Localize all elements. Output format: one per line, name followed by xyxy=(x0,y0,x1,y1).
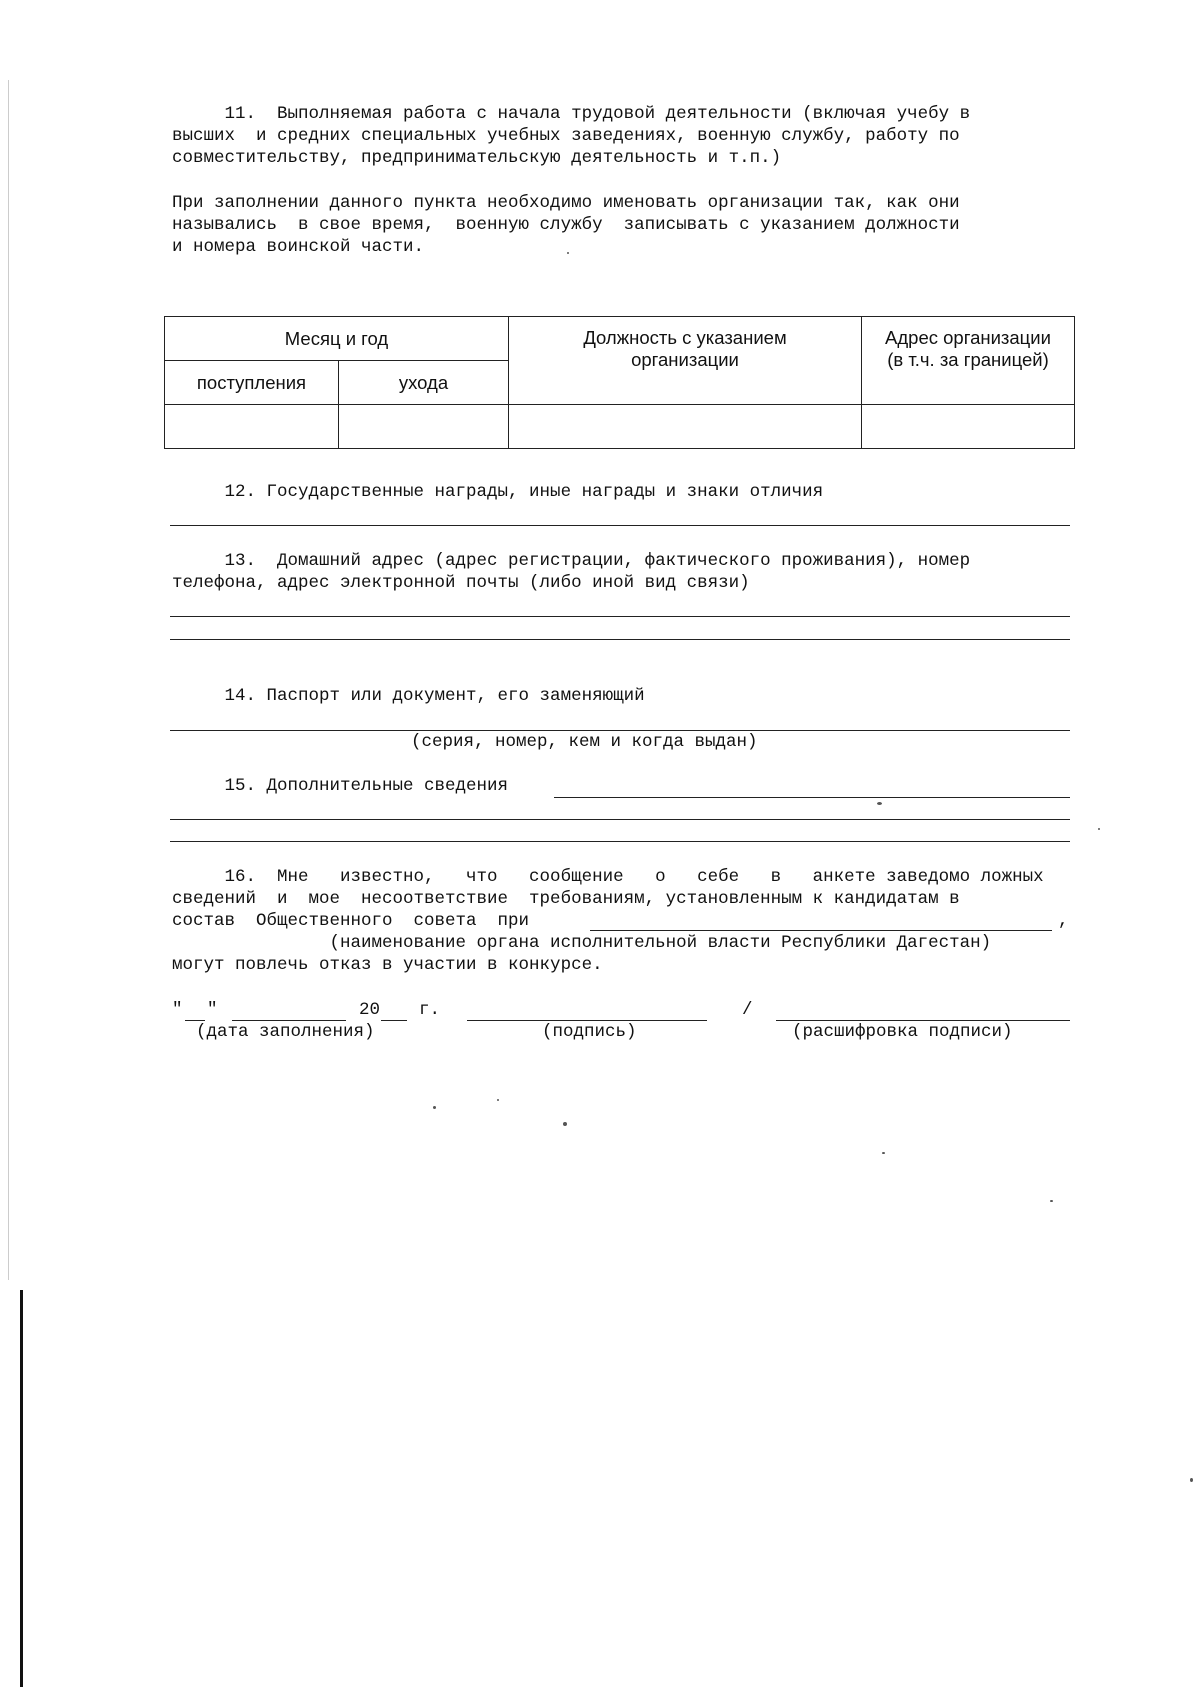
section-14-label: 14. Паспорт или документ, его заменяющий xyxy=(172,686,645,706)
section-13-line-1: 13. Домашний адрес (адрес регистрации, фактического проживания), номер xyxy=(172,551,971,571)
signature-slash: / xyxy=(742,1000,753,1020)
scan-speck xyxy=(882,1152,885,1154)
scan-speck xyxy=(563,1122,567,1126)
section-16-line-2: сведений и мое несоответствие требованиям, установленным к кандидатам в xyxy=(172,889,960,909)
header-position xyxy=(509,317,862,405)
section-16-line-5: могут повлечь отказ в участии в конкурсе. xyxy=(172,955,603,975)
section-15-fill-line-3[interactable] xyxy=(170,841,1070,842)
section-11-note-line-1: При заполнении данного пункта необходимо именовать организации так, как они xyxy=(172,193,960,213)
scan-speck xyxy=(877,802,882,805)
scan-left-edge xyxy=(20,1290,23,1687)
work-history-table xyxy=(164,316,1075,449)
date-quote-open: " xyxy=(172,1000,183,1020)
header-position-line-1: Должность с указанием xyxy=(583,327,787,348)
date-year-fill-line[interactable] xyxy=(381,1020,407,1021)
header-end: ухода xyxy=(339,361,509,405)
header-address xyxy=(862,317,1075,405)
section-15-fill-line-inline[interactable] xyxy=(554,797,1070,798)
section-11-note-line-2: назывались в свое время, военную службу записывать с указанием должности xyxy=(172,215,960,235)
date-caption: (дата заполнения) xyxy=(196,1022,375,1042)
section-14-caption: (серия, номер, кем и когда выдан) xyxy=(411,732,758,752)
cell-end-empty[interactable] xyxy=(339,405,509,449)
section-11-line-3: совместительству, предпринимательскую деятельность и т.п.) xyxy=(172,148,782,168)
section-11-note-line-3: и номера воинской части. xyxy=(172,237,425,257)
section-11-line-2: высших и средних специальных учебных заведениях, военную службу, работу по xyxy=(172,126,960,146)
date-year-suffix: г. xyxy=(419,1000,441,1020)
scan-speck xyxy=(567,252,569,254)
section-16-line-3: состав Общественного совета при xyxy=(172,911,530,931)
header-start: поступления xyxy=(165,361,339,405)
cell-start-empty[interactable] xyxy=(165,405,339,449)
signature-decode-caption: (расшифровка подписи) xyxy=(792,1022,1013,1042)
header-position-line-2: организации xyxy=(631,349,739,370)
section-12-label: 12. Государственные награды, иные награды и знаки отличия xyxy=(172,482,824,502)
section-13-fill-line-1[interactable] xyxy=(170,616,1070,617)
council-organ-fill-line[interactable] xyxy=(590,930,1052,931)
scan-speck xyxy=(1050,1200,1053,1202)
header-address-line-2: (в т.ч. за границей) xyxy=(887,349,1049,370)
cell-address-empty[interactable] xyxy=(862,405,1075,449)
scan-speck xyxy=(433,1106,436,1109)
header-month-year: Месяц и год xyxy=(165,317,509,361)
section-13-line-2: телефона, адрес электронной почты (либо иной вид связи) xyxy=(172,573,750,593)
section-15-fill-line-2[interactable] xyxy=(170,819,1070,820)
signature-caption: (подпись) xyxy=(542,1022,637,1042)
header-address-line-1: Адрес организации xyxy=(885,327,1051,348)
section-16-line-4-caption: (наименование органа исполнительной власти Республики Дагестан) xyxy=(172,933,992,953)
scan-left-edge-faint xyxy=(8,80,9,1280)
section-16-line-1: 16. Мне известно, что сообщение о себе в анкете заведомо ложных xyxy=(172,867,1044,887)
scan-speck xyxy=(1098,828,1100,830)
scan-speck xyxy=(1190,1478,1193,1482)
section-11-line-1: 11. Выполняемая работа с начала трудовой деятельности (включая учебу в xyxy=(172,104,971,124)
cell-position-empty[interactable] xyxy=(509,405,862,449)
scan-speck xyxy=(497,1099,499,1101)
section-16-line-3-comma: , xyxy=(1058,911,1069,931)
date-quote-close: " xyxy=(207,1000,218,1020)
section-13-fill-line-2[interactable] xyxy=(170,639,1070,640)
section-15-label: 15. Дополнительные сведения xyxy=(172,776,509,796)
section-12-fill-line[interactable] xyxy=(170,525,1070,526)
date-year-prefix: 20 xyxy=(359,1000,381,1020)
